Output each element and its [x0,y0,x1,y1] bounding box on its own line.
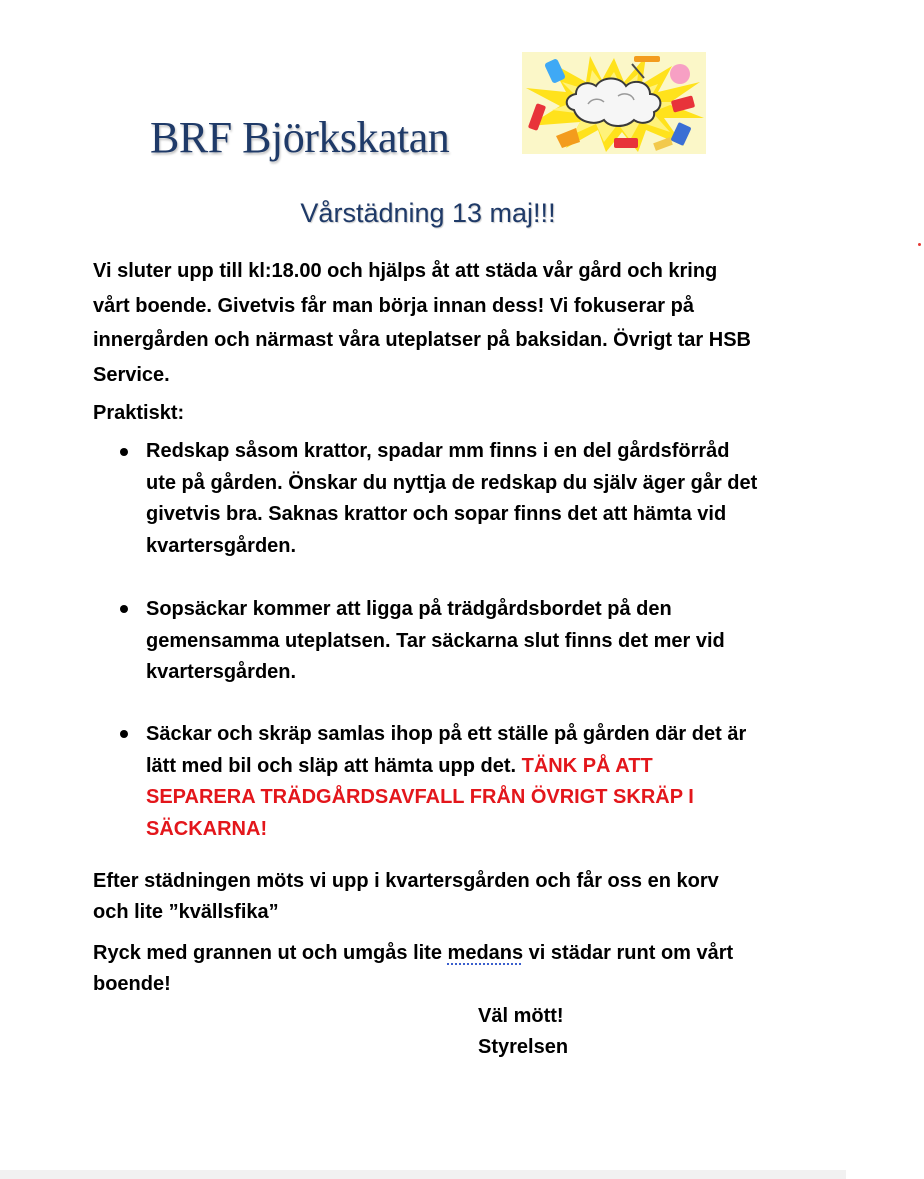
ryck-text-start: Ryck med grannen ut och umgås lite [93,942,448,964]
bullet-icon [120,605,128,613]
bullet-item-collection [146,719,761,845]
closing-signature: Styrelsen [478,1036,569,1058]
page-bottom-edge [0,1170,846,1179]
event-title: Vårstädning 13 maj!!! [300,198,556,228]
intro-paragraph: Vi sluter upp till kl:18.00 och hjälps åt att städa vår gård och kring vårt boende. Givetvis får man börja innan dess! Vi fokuserar på innergården och närmast våra uteplatser på baksidan. Övrigt tar HSB Service. [93,260,751,386]
cleaning-explosion-clipart-icon [522,52,706,154]
stray-mark [918,243,921,246]
praktiskt-heading: Praktiskt: [93,402,185,424]
org-title: BRF Björkskatan [150,113,450,162]
warning-text: TÄNK PÅ ATT SEPARERA TRÄDGÅRDSAVFALL FRÅN ÖVRIGT SKRÄP I SÄCKARNA! [146,754,694,840]
bullet-item-tools: Redskap såsom krattor, spadar mm finns i en del gårdsförråd ute på gården. Önskar du nyttja de redskap du själv äger går det givetvis bra. Saknas krattor och sopar finns det att hämta vid kvartersgården. [146,440,758,557]
bullet-icon [120,730,128,738]
bullet-collection-text: Säckar och skräp samlas ihop på ett ställe på gården där det är lätt med bil och släp att hämta upp det. [146,723,747,777]
after-paragraph: Efter städningen möts vi upp i kvartersgården och får oss en korv och lite ”kvällsfika” [93,870,719,923]
ryck-paragraph [93,938,773,1000]
closing-greeting: Väl mött! [478,1005,564,1027]
bullet-icon [120,448,128,456]
spellcheck-flagged-word[interactable]: medans [447,942,524,964]
ryck-text-end: vi städar runt om vårt boende! [93,942,734,995]
bullet-item-bags: Sopsäckar kommer att ligga på trädgårdsbordet på den gemensamma uteplatsen. Tar säckarna slut finns det mer vid kvartersgården. [146,598,725,683]
